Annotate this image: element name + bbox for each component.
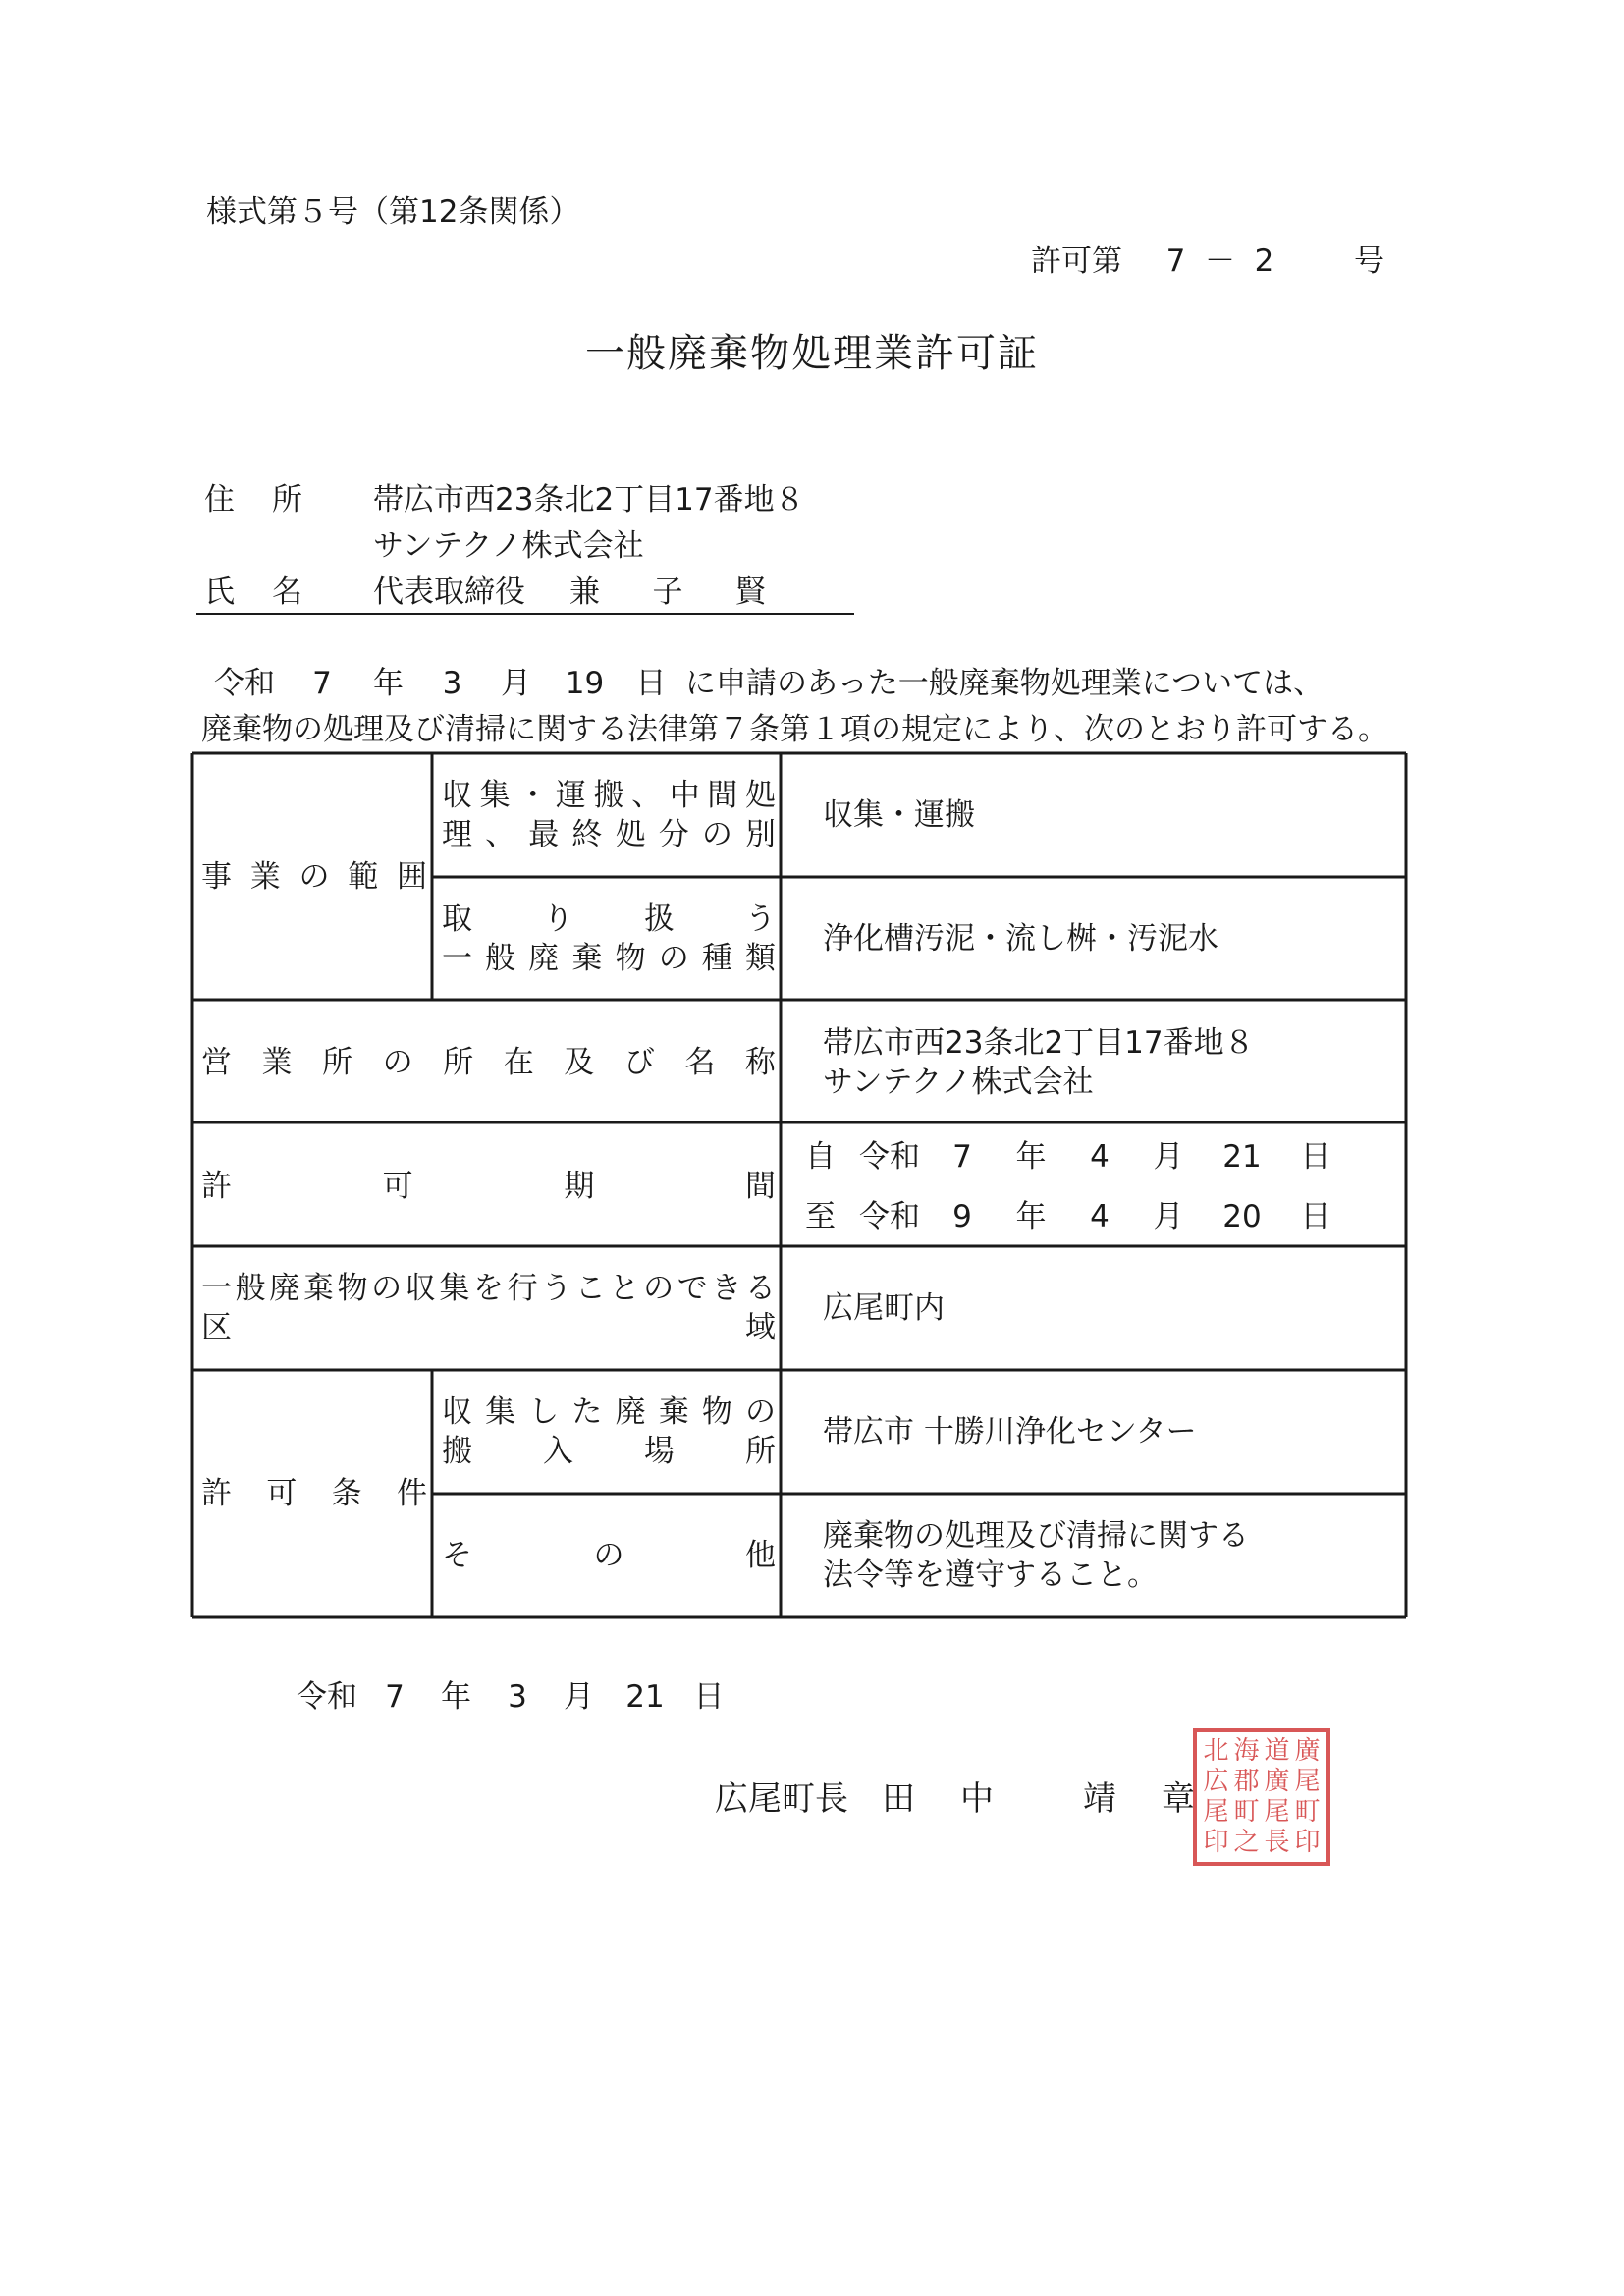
applicant-address: 帯広市西23条北2丁目17番地８ xyxy=(373,482,805,518)
document-title: 一般廃棄物処理業許可証 xyxy=(585,331,1039,376)
intro-line-1: 令和 7 年 3 月 19 日 に申請のあった一般廃棄物処理業については、 xyxy=(214,666,1325,701)
issue-date: 令和 7 年 3 月 21 日 xyxy=(297,1679,725,1715)
permit-suffix: 号 xyxy=(1354,244,1384,279)
scope-type-label-line1: 収 集 ・ 運 搬 、 中 間 処 xyxy=(442,778,776,813)
period-to: 至 令和 9 年 4 月 20 日 xyxy=(805,1199,1331,1234)
permit-dash: － xyxy=(1205,244,1235,279)
other-value-line1: 廃棄物の処理及び清掃に関する xyxy=(823,1518,1249,1554)
office-label: 営 業 所 の 所 在 及 び 名 称 xyxy=(201,1045,776,1080)
facility-value: 帯広市 十勝川浄化センター xyxy=(823,1414,1197,1449)
name-label: 氏 名 xyxy=(204,574,302,610)
period-from: 自 令和 7 年 4 月 21 日 xyxy=(805,1139,1331,1175)
scope-type-value: 収集・運搬 xyxy=(823,797,975,833)
facility-label-line1: 収 集 し た 廃 棄 物 の xyxy=(442,1394,776,1430)
area-label-line2: 区 域 xyxy=(201,1310,776,1345)
permit-number xyxy=(1031,242,1384,281)
signatory: 広尾町長 田 中 靖 章 xyxy=(715,1779,1195,1819)
waste-type-label-line1: 取 り 扱 う xyxy=(442,902,776,937)
area-label-line1: 一般廃棄物の収集を行うことのできる xyxy=(201,1271,776,1306)
conditions-label: 許 可 条 件 xyxy=(201,1476,427,1511)
other-label: そ の 他 xyxy=(442,1538,776,1573)
permit-num2: 2 xyxy=(1254,244,1274,279)
address-label: 住 所 xyxy=(204,482,302,518)
scope-type-label-line2: 理 、 最 終 処 分 の 別 xyxy=(442,817,776,852)
waste-type-label-line2: 一 般 廃 棄 物 の 種 類 xyxy=(442,941,776,976)
permit-num1: 7 xyxy=(1165,244,1186,279)
representative-name: 兼 子 賢 xyxy=(569,574,766,610)
other-value-line2: 法令等を遵守すること。 xyxy=(823,1558,1158,1593)
form-number: 様式第５号（第12条関係） xyxy=(206,194,580,230)
name-underline xyxy=(196,613,854,615)
permit-prefix: 許可第 xyxy=(1031,244,1122,279)
office-value-name: サンテクノ株式会社 xyxy=(823,1065,1094,1100)
period-label: 許 可 期 間 xyxy=(201,1169,776,1204)
area-value: 広尾町内 xyxy=(823,1290,945,1326)
representative-title: 代表取締役 xyxy=(373,574,525,610)
business-scope-label: 事 業 の 範 囲 xyxy=(201,859,427,895)
facility-label-line2: 搬 入 場 所 xyxy=(442,1434,776,1469)
intro-line-2: 廃棄物の処理及び清掃に関する法律第７条第１項の規定により、次のとおり許可する。 xyxy=(201,712,1388,747)
office-value-address: 帯広市西23条北2丁目17番地８ xyxy=(823,1025,1255,1061)
official-seal: 北 広 尾 印 海 郡 町 之 道 廣 尾 長 廣 尾 町 印 xyxy=(1193,1728,1330,1866)
applicant-company: サンテクノ株式会社 xyxy=(373,528,644,564)
signatory-office: 広尾町長 xyxy=(715,1779,848,1819)
waste-type-value: 浄化槽汚泥・流し桝・汚泥水 xyxy=(823,921,1218,957)
